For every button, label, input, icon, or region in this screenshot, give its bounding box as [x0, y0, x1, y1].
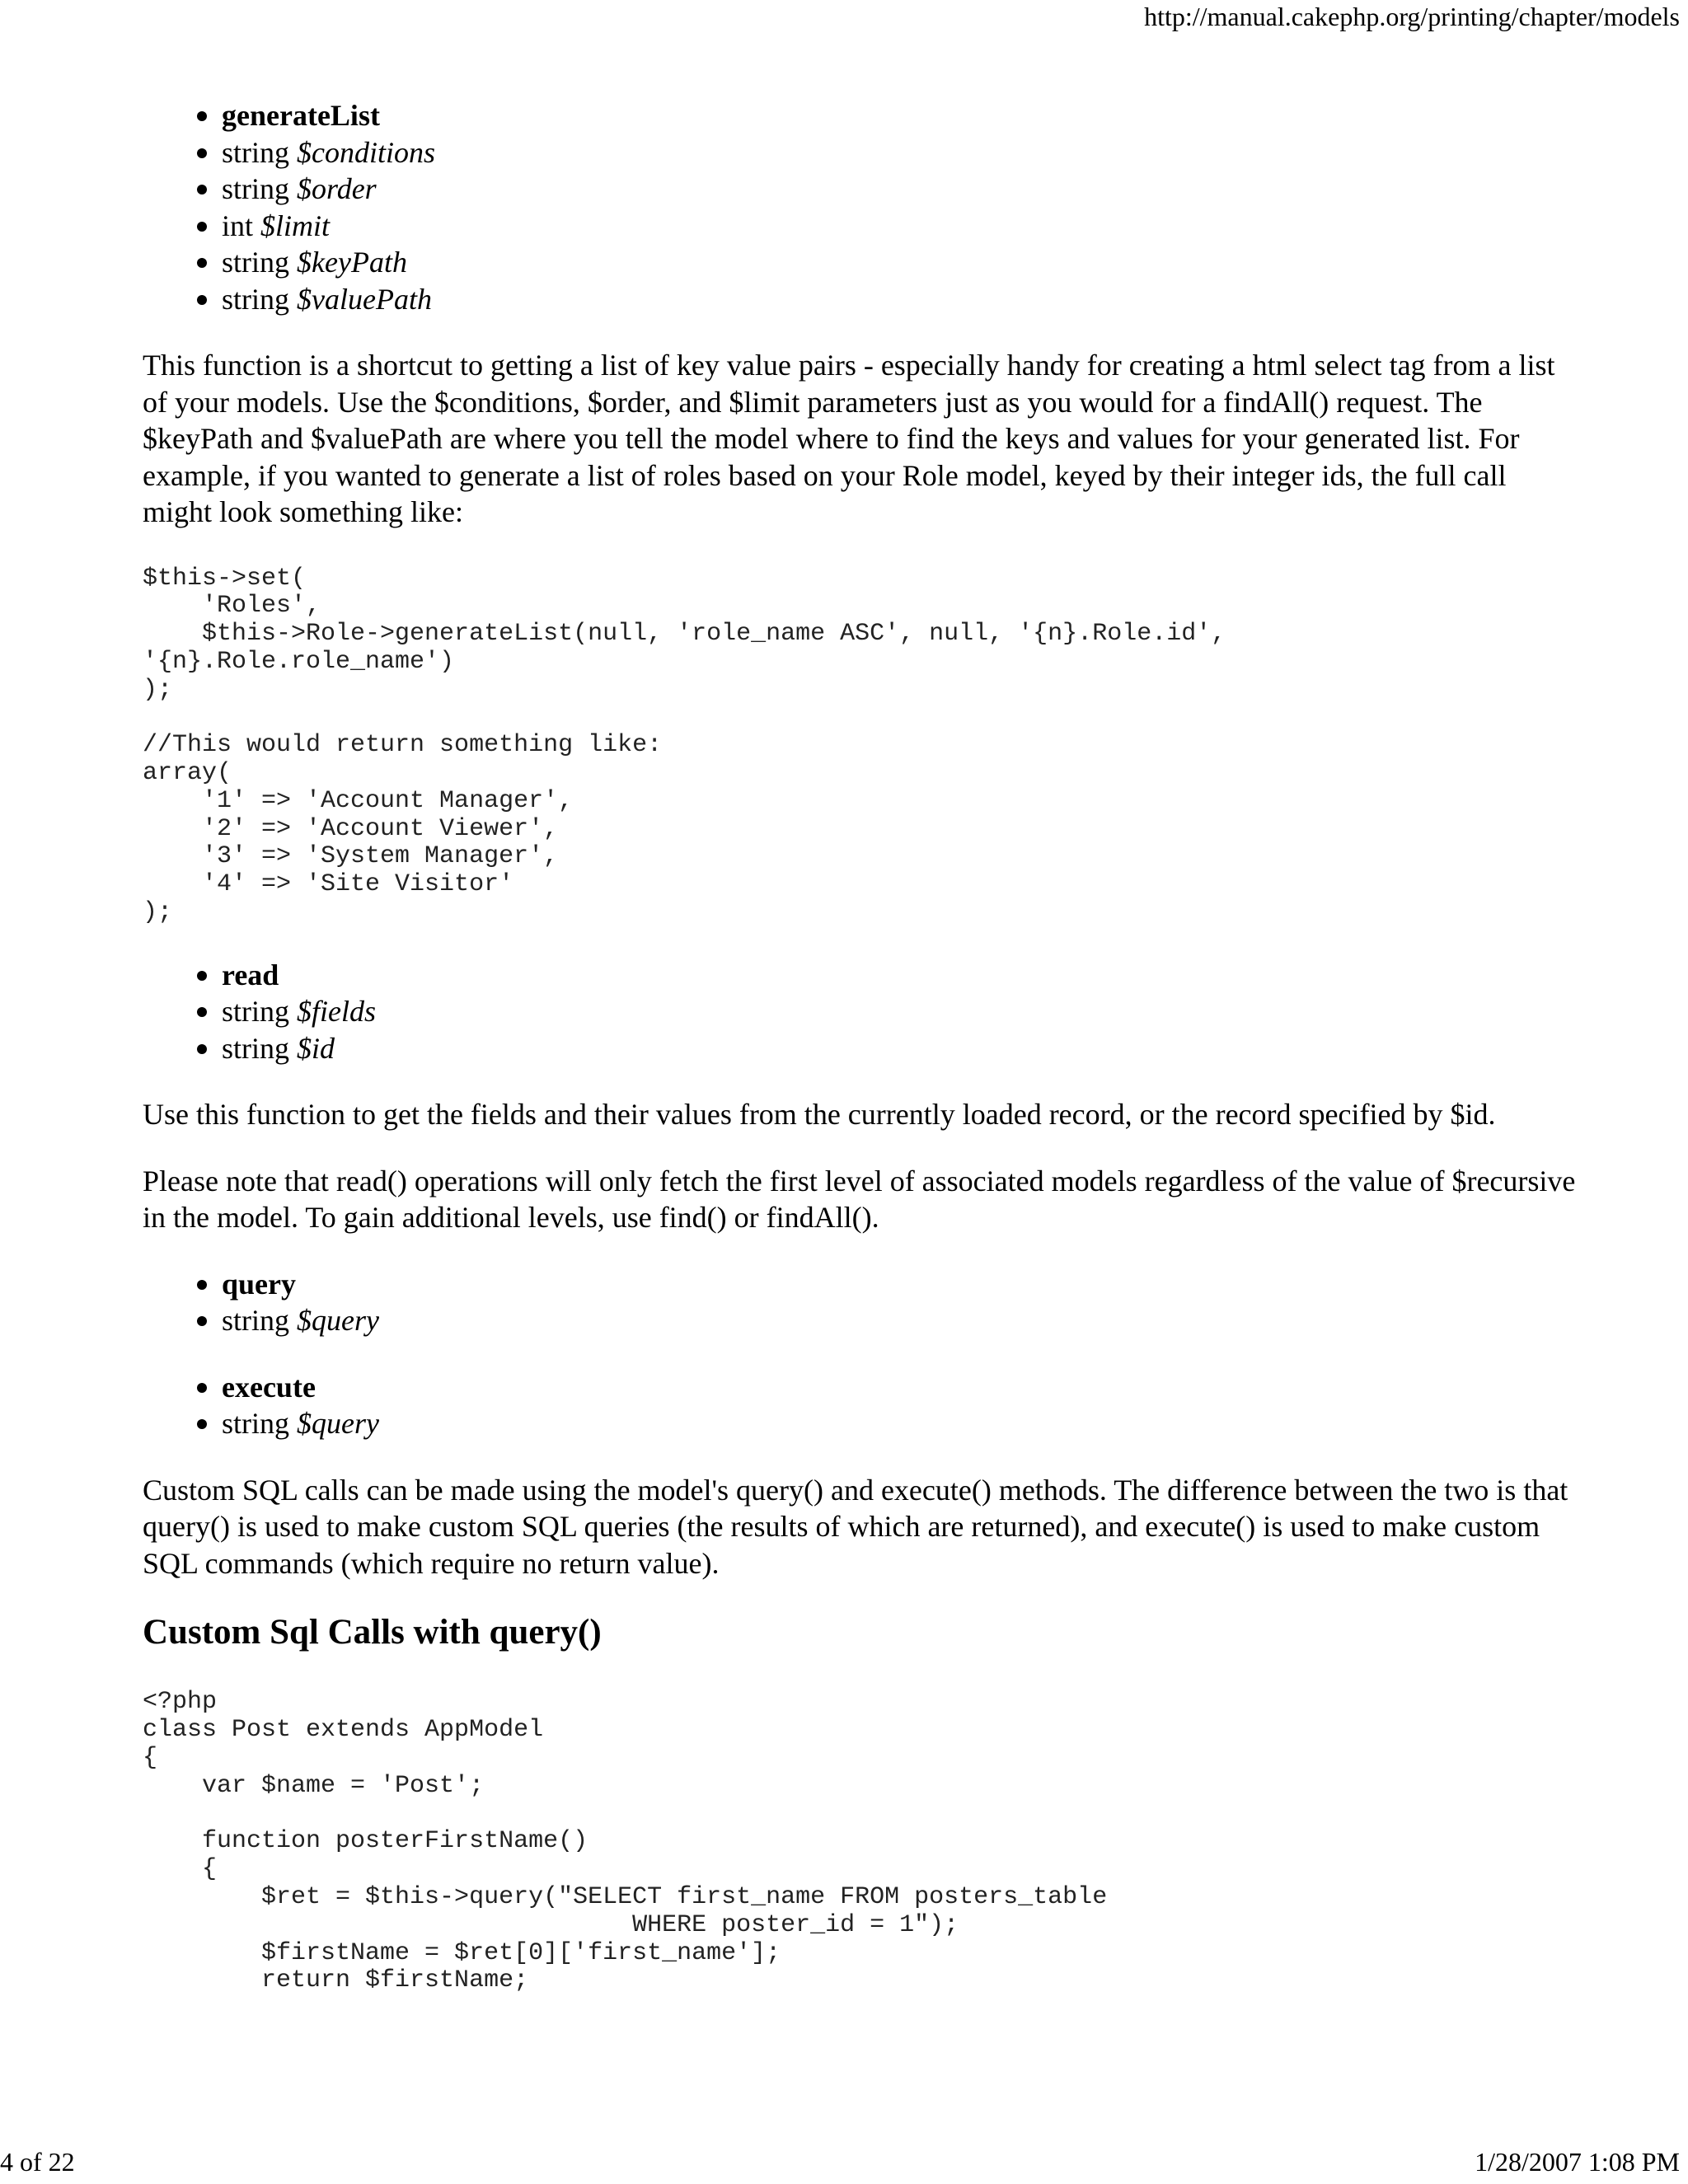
- param-item: string $fields: [222, 993, 1577, 1030]
- section-heading-custom-sql: Custom Sql Calls with query(): [143, 1613, 602, 1652]
- print-timestamp: 1/28/2007 1:08 PM: [1475, 2147, 1680, 2177]
- function-name: execute: [222, 1369, 1577, 1406]
- param-item: string $id: [222, 1030, 1577, 1067]
- read-signature: [143, 957, 1577, 1067]
- page-content: [143, 97, 1577, 1995]
- function-name: generateList: [222, 97, 1577, 134]
- query-signature: [143, 1266, 1577, 1339]
- param-item: string $conditions: [222, 134, 1577, 171]
- generatelist-description: This function is a shortcut to getting a list of key value pairs - especially handy for creating a html select tag from a list of your models. Use the $conditions, $order, and $limit parameters just as you would for a findAll() request. The $keyPath and $valuePath are where you tell the model where to find the keys and values for your generated list. For example, if you wanted to generate a list of roles based on your Role model, keyed by their integer ids, the full call might look something like:: [143, 349, 1555, 528]
- param-item: string $query: [222, 1302, 1577, 1339]
- custom-sql-description: Custom SQL calls can be made using the model's query() and execute() methods. The difference between the two is that query() is used to make custom SQL queries (the results of which are returned), and execute() is used to make custom SQL commands (which require no return value).: [143, 1473, 1568, 1580]
- read-note: Please note that read() operations will only fetch the first level of associated models regardless of the value of $recursive in the model. To gain additional levels, use find() or findAll().: [143, 1164, 1576, 1235]
- function-name: query: [222, 1266, 1577, 1303]
- page-number: 4 of 22: [0, 2147, 75, 2177]
- read-description: Use this function to get the fields and their values from the currently loaded record, or the record specified by $id.: [143, 1098, 1496, 1132]
- function-name: read: [222, 957, 1577, 994]
- execute-signature: [143, 1369, 1577, 1442]
- param-item: string $query: [222, 1405, 1577, 1442]
- custom-sql-code-example: <?php class Post extends AppModel { var $name = 'Post'; function posterFirstName() { $ret = $this->query("SELECT first_name FROM posters_table WHERE poster_id = 1"); $firstName = $ret[0]['first_name']; return $firstName;: [143, 1688, 1108, 1995]
- param-item: int $limit: [222, 208, 1577, 245]
- generatelist-signature: [143, 97, 1577, 317]
- print-header-url: http://manual.cakephp.org/printing/chapter/models: [1144, 2, 1680, 31]
- param-item: string $order: [222, 171, 1577, 208]
- generatelist-code-example: $this->set( 'Roles', $this->Role->generateList(null, 'role_name ASC', null, '{n}.Role.id', '{n}.Role.role_name') ); //This would return something like: array( '1' => 'Account Manager', '2' => 'Account Viewer', '3' => 'System Manager', '4' => 'Site Visitor' );: [143, 564, 1226, 927]
- param-item: string $keyPath: [222, 244, 1577, 281]
- param-item: string $valuePath: [222, 281, 1577, 318]
